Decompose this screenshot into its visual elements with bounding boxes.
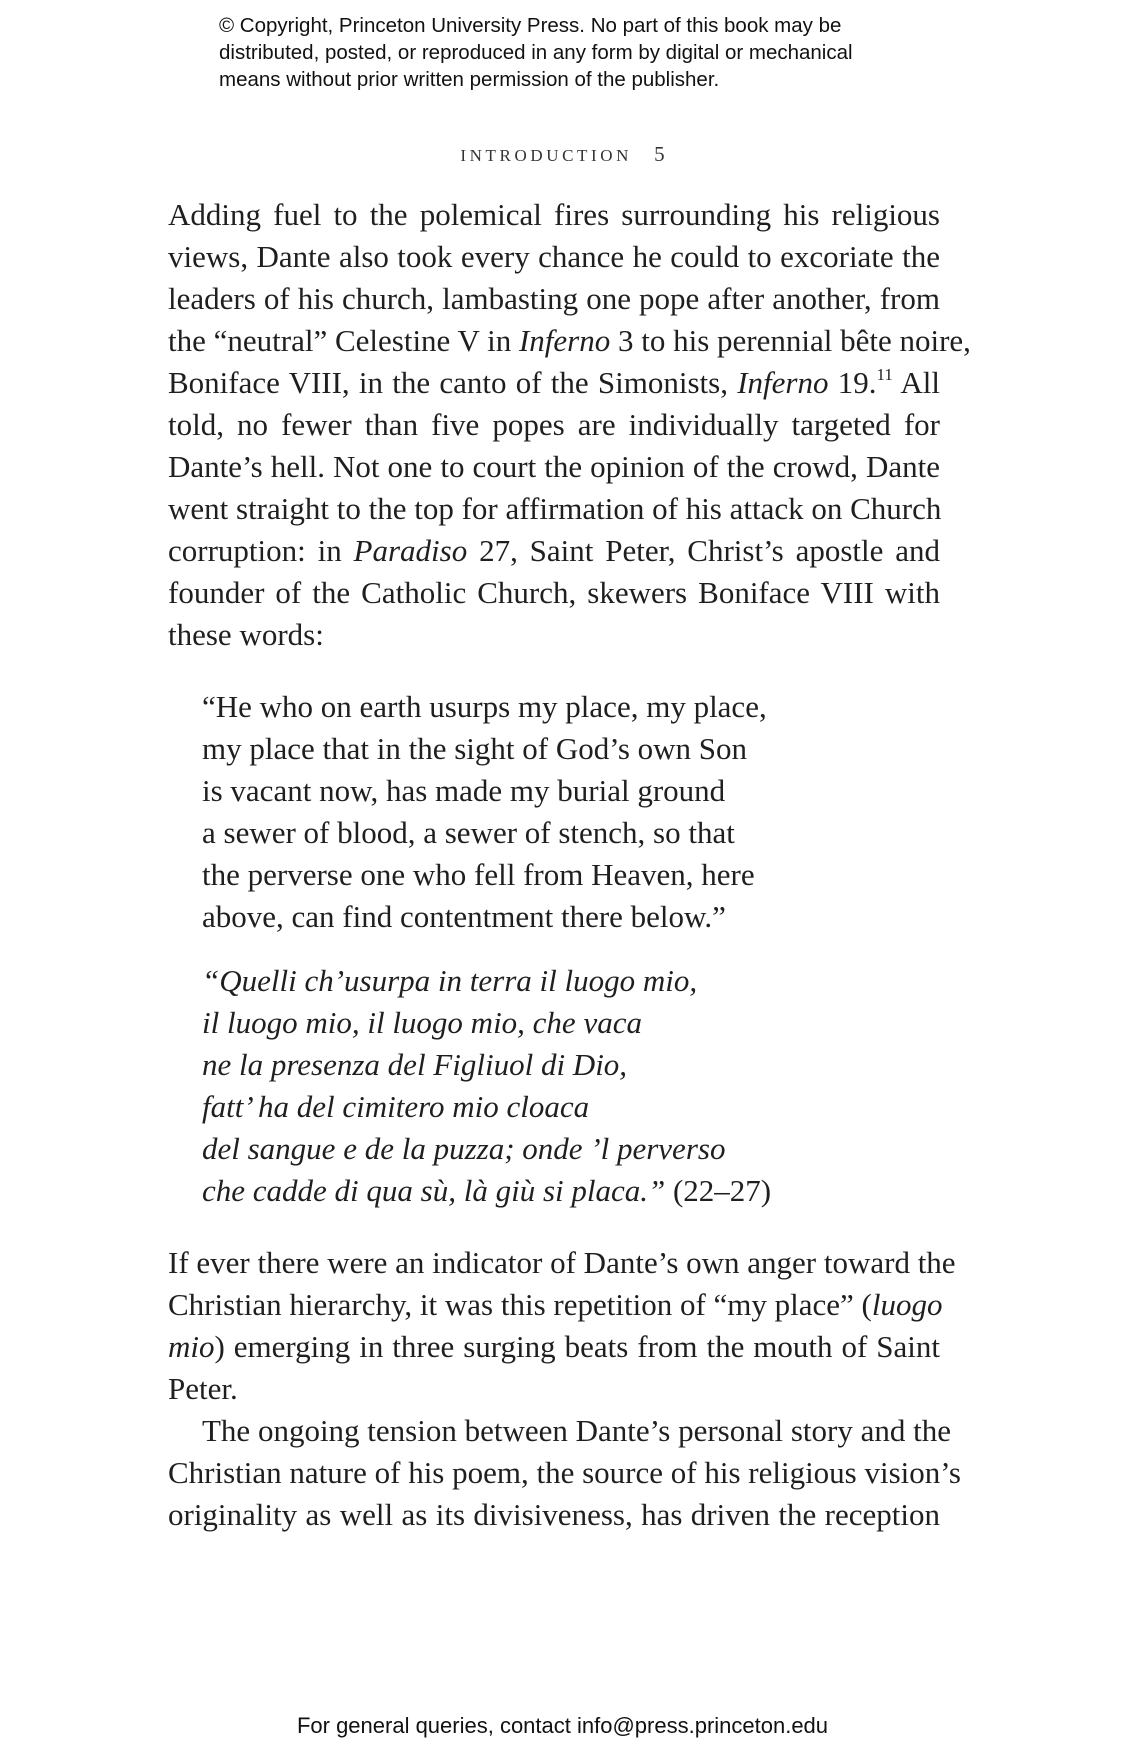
text-line: The ongoing tension between Dante’s personal story and the [202,1413,951,1448]
verse-line: il luogo mio, il luogo mio, che vaca [202,1005,642,1040]
text-run: corruption: in [168,533,354,568]
text-line: founder of the Catholic Church, skewers Boniface VIII with [168,575,940,610]
english-verse-block [202,686,902,938]
text-run: ) emerging in three surging beats from the mouth of Saint [214,1329,940,1364]
verse-text: che cadde di qua sù, là giù si placa.” [202,1173,666,1208]
text-line: originality as well as its divisiveness, has driven the reception [168,1497,940,1532]
text-line: went straight to the top for affirmation of his attack on Church [168,491,942,526]
text-line: leaders of his church, lambasting one pope after another, from [168,281,940,316]
italian-verse-block [202,960,902,1212]
verse-line: above, can find contentment there below.” [202,899,726,934]
text-run: Christian hierarchy, it was this repetition of “my place” ( [168,1287,872,1322]
spacer [168,656,940,686]
text-run: 19. [828,365,877,400]
copyright-notice [219,12,959,93]
verse-line [202,1170,902,1212]
page-body [168,194,971,1536]
text-line: Adding fuel to the polemical fires surrounding his religious [168,197,940,232]
paragraph-1 [168,194,971,656]
paragraph-2 [168,1242,956,1410]
verse-citation: (22–27) [665,1173,772,1208]
italic-phrase: mio [168,1329,215,1364]
text-line: Peter. [168,1371,238,1406]
verse-line: a sewer of blood, a sewer of stench, so that [202,815,735,850]
paragraph-3 [168,1410,961,1536]
text-run: 27, Saint Peter, Christ’s apostle and [467,533,940,568]
italic-phrase: luogo [871,1287,943,1322]
verse-line: ne la presenza del Figliuol di Dio, [202,1047,628,1082]
text-line [168,320,971,362]
copyright-line: © Copyright, Princeton University Press. No part of this book may be [219,14,842,37]
text-line: views, Dante also took every chance he could to excoriate the [168,239,940,274]
footer-contact: For general queries, contact info@press.princeton.edu [296,1713,829,1738]
verse-line: fatt’ ha del cimitero mio cloaca [202,1089,590,1124]
running-head-section: INTRODUCTION [460,146,633,165]
text-run: the “neutral” Celestine V in [168,323,519,358]
text-line [168,362,940,404]
verse-line: del sangue e de la puzza; onde ’l perverso [202,1131,726,1166]
verse-line: is vacant now, has made my burial ground [202,773,726,808]
text-line [168,530,940,572]
text-line [168,1284,943,1326]
verse-line: “He who on earth usurps my place, my place, [202,689,767,724]
spacer [168,1212,940,1242]
copyright-line: means without prior written permission of the publisher. [219,68,720,91]
text-line: If ever there were an indicator of Dante’s own anger toward the [168,1245,956,1280]
text-line [168,1326,940,1368]
page-number: 5 [654,142,665,166]
text-line: told, no fewer than five popes are individually targeted for [168,407,940,442]
work-title: Inferno [737,365,829,400]
footnote-reference: 11 [876,365,893,384]
copyright-line: distributed, posted, or reproduced in any form by digital or mechanical [219,41,853,64]
work-title: Inferno [518,323,611,358]
text-run: All [892,365,940,400]
verse-line: my place that in the sight of God’s own Son [202,731,748,766]
text-line: these words: [168,617,324,652]
verse-line: the perverse one who fell from Heaven, here [202,857,755,892]
running-head [0,142,1125,167]
text-run: Boniface VIII, in the canto of the Simonists, [168,365,738,400]
spacer [168,938,940,960]
verse-line: “Quelli ch’usurpa in terra il luogo mio, [202,963,698,998]
text-line: Dante’s hell. Not one to court the opinion of the crowd, Dante [168,449,940,484]
text-line: Christian nature of his poem, the source of his religious vision’s [168,1455,961,1490]
work-title: Paradiso [353,533,468,568]
text-run: 3 to his perennial bête noire, [610,323,971,358]
